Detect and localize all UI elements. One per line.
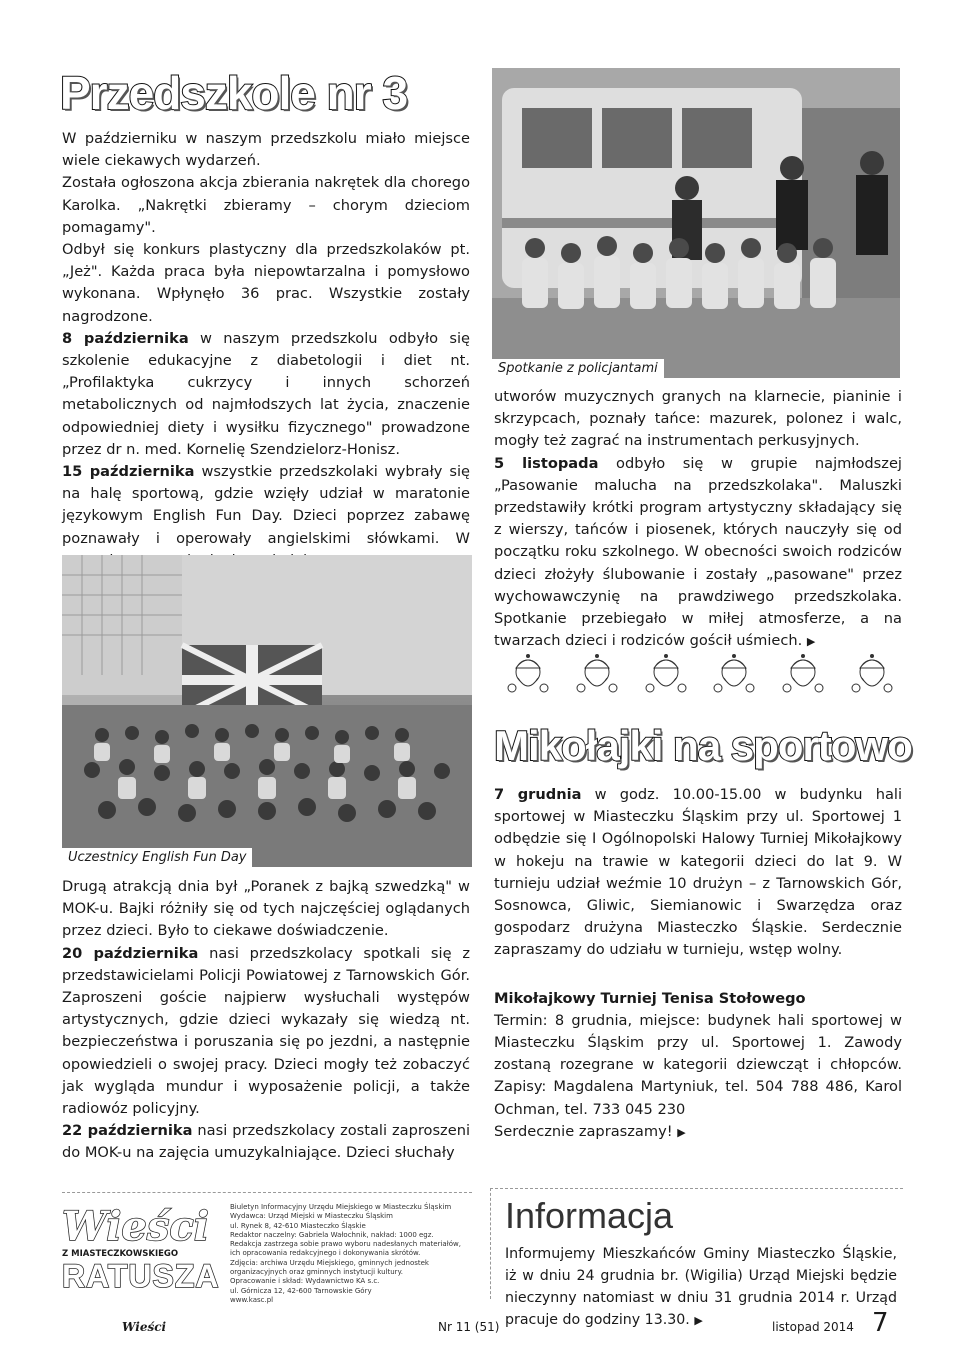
santa-icon	[775, 654, 831, 698]
santa-icon	[500, 654, 556, 698]
masthead-line: Biuletyn Informacyjny Urzędu Miejskiego w Miasteczku Śląskim	[230, 1203, 452, 1211]
footer	[0, 1310, 960, 1346]
santa-icon	[638, 654, 694, 698]
end-mark-icon: ▶	[694, 1314, 703, 1327]
paragraph: 7 grudnia w godz. 10.00-15.00 w budynku hali sportowej w Miasteczku Śląskim przy ul. Sportowej 1 odbędzie się I Ogólnopolski Halowy Turniej Mikołajkowy w hokeju na trawie w kategorii dzieci do lat 9. W turnieju udział weźmie 10 drużyn – z Tarnowskich Gór, Sosnowca, Gliwic, Siemianowic i Swarzędza oraz gospodarz drużyna Miasteczko Śląskie. Serdecznie zapraszamy do udziału w turnieju, wstęp wolny.	[494, 786, 902, 959]
end-mark-icon: ▶	[677, 1125, 686, 1139]
informacja-text: Informujemy Mieszkańców Gminy Miasteczko Śląskie, iż w dniu 24 grudnia br. (Wigilia) Urząd Miejski będzie nieczynny natomiast w dniu 31 grudnia 2014 r. Urząd pracuje do godziny 13.30. ▶	[505, 1246, 897, 1328]
paragraph: 8 października w naszym przedszkolu odbyło się szkolenie edukacyjne z diabetologii i diet nt. „Profilaktyka cukrzycy i innych schorzeń metabolicznych od najmłodszych lat życia, znaczenie odpowiedniej diety i wysiłku fizycznego" prowadzone przez dr n. med. Kornelię Szendzielorz-Honisz.	[62, 329, 470, 458]
santa-icon	[844, 654, 900, 698]
masthead-line: ich opracowania redakcyjnego i dokonywania skrótów.	[230, 1249, 421, 1258]
logo-ratusza: RATUSZA	[62, 1258, 220, 1294]
masthead-line: ul. Górnicza 12, 42-600 Tarnowskie Góry	[230, 1286, 372, 1295]
paragraph: 5 listopada odbyło się w grupie najmłodszej „Pasowanie malucha na przedszkolaka". Maluszki przedstawiły krótki program artystyczny składający się z wierszy, tańców i piosenek, których nauczyły się od początku roku szkolnego. W obecności swoich rodziców dzieci złożyły ślubowanie i zostały „pasowane" przez wychowawczynię na prawdziwego przedszkolaka. Spotkanie przebiegało w miłej atmosferze, a na twarzach dzieci i rodziców gościł uśmiech. ▶	[494, 454, 902, 650]
masthead-line: Redaktor naczelny: Gabriela Wałochnik, nakład: 1000 egz.	[230, 1230, 434, 1239]
masthead-logo	[62, 1203, 222, 1294]
paragraph: W październiku w naszym przedszkolu miało miejsce wiele ciekawych wydarzeń.	[62, 130, 470, 170]
photo-caption: Uczestnicy English Fun Day	[62, 848, 252, 867]
article-title: Przedszkole nr 3	[60, 67, 408, 119]
photo-caption: Spotkanie z policjantami	[492, 359, 664, 378]
footer-issue: Nr 11 (51)	[438, 1320, 500, 1334]
footer-publication: Wieści	[122, 1320, 167, 1334]
paragraph: 20 października nasi przedszkolacy spotkali się z przedstawicielami Policji Powiatowej z Tarnowskich Gór. Zaproszeni goście najpierw wysłuchali występów artystycznych, gdzie dzieci wykazały się wiedzą nt. bezpieczeństwa i poruszania się po jezdni, a następnie opowiedzieli o swojej pracy. Dzieci mogły też zobaczyć jak wygląda mundur i wyposażenie policji, a także radiowóz policyjny.	[62, 944, 470, 1118]
left-column-text	[62, 128, 470, 572]
mikolajki-title: Mikołajki na sportowo	[494, 722, 912, 769]
masthead-line: Redakcja zastrzega sobie prawo wyboru nadesłanych materiałów,	[230, 1240, 461, 1249]
photo-illustration	[62, 555, 472, 867]
footer-date: listopad 2014	[772, 1320, 854, 1334]
masthead-line: Opracowanie i skład: Wydawnictwo KA s.c.	[230, 1277, 380, 1286]
photo-illustration	[492, 68, 900, 378]
masthead-line: ul. Rynek 8, 42-610 Miasteczko Śląskie	[230, 1221, 366, 1230]
police-meeting-photo	[492, 68, 900, 378]
subheading: Mikołajkowy Turniej Tenisa Stołowego	[494, 989, 806, 1007]
paragraph: 15 października wszystkie przedszkolaki wybrały się na halę sportową, gdzie wzięły udział w maratonie językowym English Fun Day. Dzieci poprzez zabawę poznawały i operowały angielskimi słówkami. W	[62, 463, 470, 547]
masthead	[62, 1192, 472, 1303]
masthead-line: organizacyjnych oraz gminnych instytucji kultury.	[230, 1268, 403, 1277]
english-fun-day-photo	[62, 555, 472, 867]
santa-icon	[706, 654, 762, 698]
informacja-title: Informacja	[505, 1195, 674, 1236]
santa-icon	[569, 654, 625, 698]
mikolajki-text	[494, 784, 902, 1144]
paragraph: Została ogłoszona akcja zbierania nakrętek dla chorego Karolka. „Nakrętki zbieramy – chorym dzieciom pomagamy".	[62, 174, 470, 236]
paragraph: Serdecznie zapraszamy! ▶	[494, 1122, 686, 1140]
masthead-line: www.kasc.pl	[230, 1295, 274, 1304]
paragraph: 22 października nasi przedszkolacy zostali zaproszeni do MOK-u na zajęcia umuzykalniające. Dzieci słuchały	[62, 1122, 470, 1162]
right-column-text	[494, 386, 902, 653]
page-number: 7	[872, 1308, 889, 1338]
paragraph: Drugą atrakcją dnia był „Poranek z bajką szwedzką" w MOK-u. Bajki różniły się od tych najczęściej oglądanych przez dzieci. Było to ciekawe doświadczenie.	[62, 878, 470, 940]
masthead-line: Wydawca: Urząd Miejski w Miasteczku Śląskim	[230, 1212, 393, 1221]
logo-subtitle: Z MIASTECZKOWSKIEGO	[62, 1249, 179, 1259]
end-mark-icon: ▶	[806, 635, 816, 649]
masthead-info	[230, 1203, 470, 1305]
paragraph: Odbył się konkurs plastyczny dla przedszkolaków pt. „Jeż". Każda praca była niepowtarzalna i pomysłowo wykonana. Wpłynęło 36 prac. Wszystkie zostały nagrodzone.	[62, 241, 470, 325]
left-column-text-lower	[62, 876, 470, 1165]
logo-wiesci: Wieści	[62, 1203, 209, 1250]
paragraph: utworów muzycznych granych na klarnecie, pianinie i skrzypcach, poznały tańce: mazurek, polonez i walc, mogły też zagrać na instrumentach perkusyjnych.	[494, 388, 902, 450]
paragraph: Termin: 8 grudnia, miejsce: budynek hali sportowej w Miasteczku Śląskim przy ul. Sportowej 1. Zawody zostaną rozegrane w kategorii dziewcząt i chłopców. Zapisy: Magdalena Martyniuk, tel. 504 788 486, Karol Ochman, tel. 733 045 230	[494, 1011, 902, 1118]
santa-icon-row	[500, 654, 900, 698]
masthead-line: Zdjęcia: archiwa Urzędu Miejskiego, gminnych jednostek	[230, 1258, 429, 1267]
